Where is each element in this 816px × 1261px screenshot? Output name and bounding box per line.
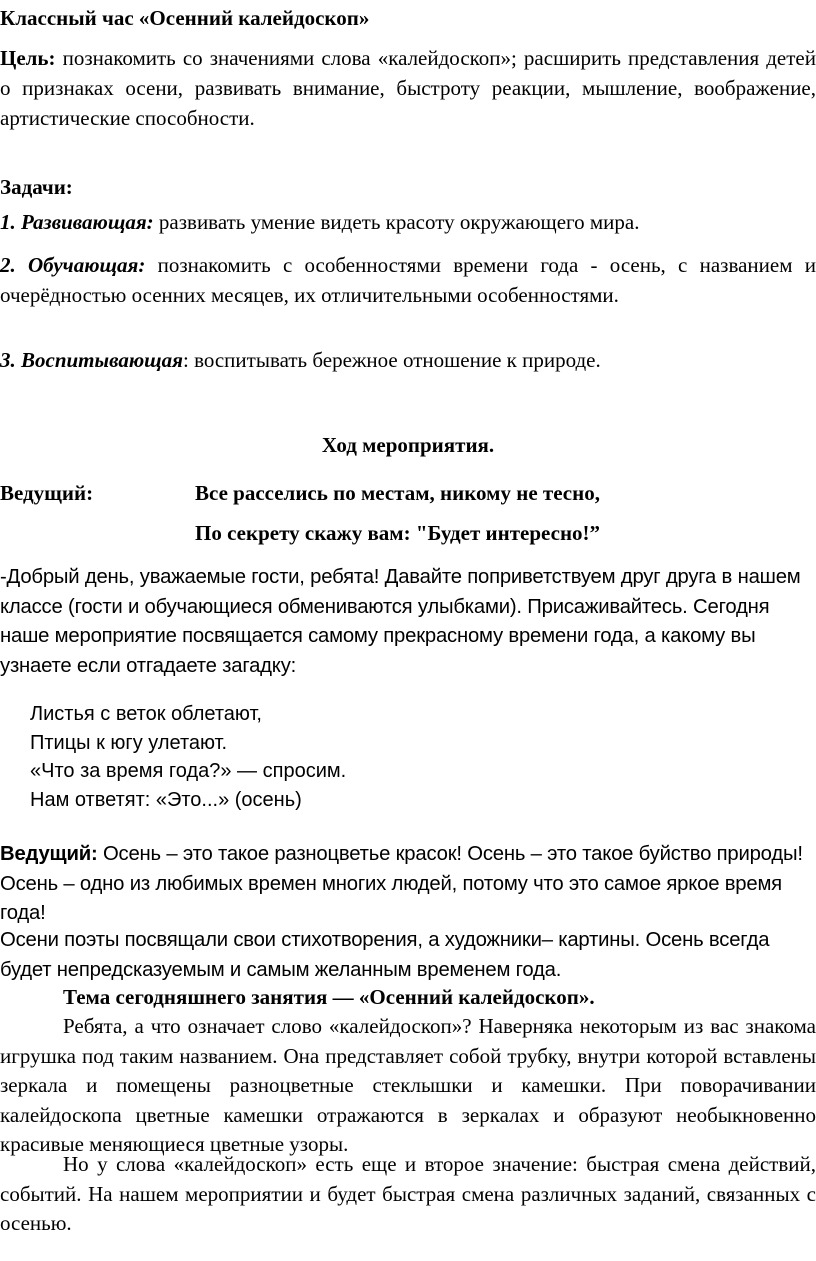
task-item (0, 250, 816, 310)
host-text: Осень – это такое разноцветье красок! Осень – это такое буйство природы! Осень – одно из любимых времен многих людей, потому что это самое яркое время года! (0, 843, 803, 924)
tasks-heading: Задачи: (0, 175, 73, 199)
event-heading: Ход мероприятия. (321, 433, 495, 457)
task-text: : воспитывать бережное отношение к природе. (182, 348, 601, 372)
task-label: 3. Воспитывающая (0, 348, 183, 372)
task-text: познакомить с особенностями времени года - осень, с названием и очерёдностью осенних месяцев, их отличительными особенностями. (0, 253, 816, 307)
task-label: 1. Развивающая: (0, 210, 154, 234)
goal-label: Цель: (0, 46, 56, 70)
poets-paragraph: Осени поэты посвящали свои стихотворения, а художники– картины. Осень всегда будет непредсказуемым и самым желанным временем года. (0, 929, 770, 981)
task-text: развивать умение видеть красоту окружающего мира. (153, 210, 640, 234)
goal-paragraph (0, 43, 816, 133)
host-paragraph (0, 840, 810, 929)
greeting-paragraph: -Добрый день, уважаемые гости, ребята! Давайте поприветствуем друг друга в нашем классе (гости и обучающиеся обмениваются улыбками). Присаживайтесь. Сегодня наше мероприятие посвящается самому прекрасному времени года, а какому вы узнаете если отгадаете загадку: (0, 566, 801, 677)
riddle-line: Листья с веток облетают, (30, 703, 262, 725)
page-title: Классный час «Осенний калейдоскоп» (0, 6, 370, 30)
riddle-line: Птицы к югу улетают. (30, 731, 228, 754)
verse-line: По секрету скажу вам: "Будет интересно!” (195, 521, 601, 545)
theme-line: Тема сегодняшнего занятия — «Осенний калейдоскоп». (63, 985, 595, 1009)
riddle-line: «Что за время года?» — спросим. (30, 760, 347, 782)
kaleidoscope-paragraph: Ребята, а что означает слово «калейдоскоп»? Наверняка некоторым из вас знакома игрушка под таким названием. Она представляет собой трубку, внутри которой вставлены зеркала и помещены разноцветные стеклышки и камешки. При поворачивании калейдоскопа цветные камешки отражаются в зеркалах и образуют необыкновенно красивые меняющиеся цветные узоры. (0, 1014, 816, 1156)
verse-line: Все расселись по местам, никому не тесно, (195, 481, 600, 505)
task-item (0, 207, 816, 237)
riddle-line: Нам ответят: «Это...» (осень) (30, 788, 302, 811)
task-item (0, 345, 816, 375)
task-label: 2. Обучающая: (0, 253, 146, 277)
goal-text: познакомить со значениями слова «калейдоскоп»; расширить представления детей о признаках осени, развивать внимание, быстроту реакции, мышление, воображение, артистические способности. (0, 46, 816, 130)
host-label: Ведущий: (0, 481, 94, 505)
riddle-block (30, 700, 346, 814)
second-meaning-paragraph: Но у слова «калейдоскоп» есть еще и второе значение: быстрая смена действий, событий. На нашем мероприятии и будет быстрая смена различных заданий, связанных с осенью. (0, 1152, 816, 1235)
host-label: Ведущий: (0, 843, 98, 865)
